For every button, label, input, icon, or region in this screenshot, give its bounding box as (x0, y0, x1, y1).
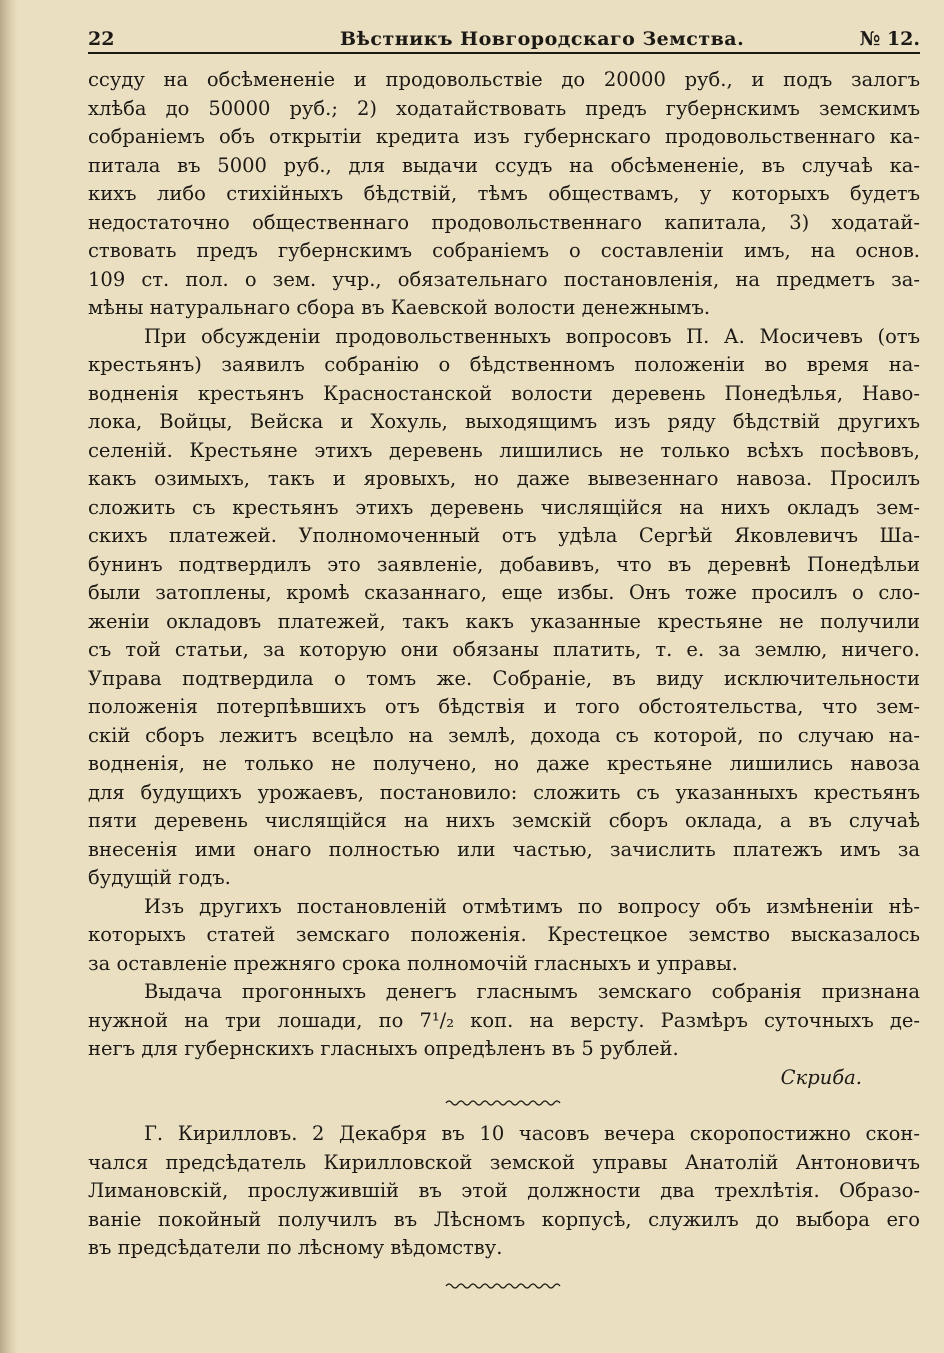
text-line: водненія, не только не получено, но даже крестьяне лишились навоза (88, 752, 920, 775)
text-line: въ предсѣдатели по лѣсному вѣдомству. (88, 1236, 503, 1259)
text-line: за оставленіе прежняго срока полномочій гласныхъ и управы. (88, 951, 738, 975)
text-line: При обсужденіи продовольственныхъ вопросовъ П. А. Мосичевъ (отъ (144, 324, 920, 348)
text-line: мѣны натуральнаго сбора въ Каевской волости денежнымъ. (88, 296, 711, 319)
text-line: хлѣба до 50000 руб.; 2) ходатайствовать предъ губернскимъ земскимъ (88, 96, 920, 120)
journal-page (88, 22, 920, 1291)
paragraph-group (88, 66, 920, 1064)
text-line: ваніе покойный получилъ въ Лѣсномъ корпусѣ, служилъ до выбора его (88, 1207, 920, 1231)
text-line: скій сборъ лежитъ всецѣло на землѣ, дохода съ которой, по случаю на- (88, 723, 920, 747)
text-line: кихъ либо стихійныхъ бѣдствій, тѣмъ обществамъ, у которыхъ будетъ (88, 182, 920, 205)
text-line: внесенія ими онаго полностью или частью, зачислить платежъ имъ за (88, 837, 920, 861)
text-line: лока, Войцы, Вейска и Хохуль, выходящимъ изъ ряду бѣдствій другихъ (88, 410, 920, 433)
text-line: 109 ст. пол. о зем. учр., обязательнаго постановленія, на предметъ за- (88, 267, 920, 291)
text-line: питала въ 5000 руб., для выдачи ссудъ на обсѣмененіе, въ случаѣ ка- (88, 153, 920, 177)
paragraph-p4 (88, 978, 920, 1064)
text-line: положенія потерпѣвшихъ отъ бѣдствія и того обстоятельства, что зем- (88, 695, 920, 718)
text-line: скихъ платежей. Уполномоченный отъ удѣла Сергѣй Яковлевичъ Ша- (88, 524, 920, 547)
text-line: будущій годъ. (88, 866, 231, 889)
text-line: Г. Кирилловъ. 2 Декабря въ 10 часовъ вечера скоропостижно скон- (144, 1122, 920, 1145)
text-line: негъ для губернскихъ гласныхъ опредѣленъ въ 5 рублей. (88, 1037, 679, 1060)
text-line: Лимановскій, прослужившій въ этой должности два трехлѣтія. Образо- (88, 1179, 920, 1202)
article-body (88, 66, 920, 1291)
text-line: ствовать предъ губернскимъ собраніемъ о составленіи имъ, на основ. (88, 239, 920, 262)
issue-number: № 12. (859, 28, 920, 50)
text-line: Выдача прогонныхъ денегъ гласнымъ земскаго собранія признана (144, 980, 920, 1003)
text-line: пяти деревень числящійся на нихъ земскій сборъ оклада, а въ случаѣ (88, 809, 920, 832)
text-line: были затоплены, кромѣ сказаннаго, еще избы. Онъ тоже просилъ о сло- (88, 581, 920, 604)
paragraph-p3 (88, 893, 920, 979)
text-line: съ той статьи, за которую они обязаны платить, т. е. за землю, ничего. (88, 638, 920, 661)
text-line: женіи окладовъ платежей, такъ какъ указанные крестьяне не получили (88, 609, 920, 633)
paragraph-kirillov-text (88, 1120, 920, 1263)
paragraph-p2 (88, 323, 920, 893)
text-line: для будущихъ урожаевъ, постановило: сложить съ указанныхъ крестьянъ (88, 780, 920, 804)
author-signature: Скриба. (780, 1065, 862, 1089)
paragraph-p1 (88, 66, 920, 323)
text-line: водненія крестьянъ Красностанской волости деревень Понедѣлья, Наво- (88, 381, 920, 405)
page-number: 22 (88, 28, 115, 50)
text-line: крестьянъ) заявилъ собранію о бѣдственномъ положеніи во время на- (88, 353, 920, 376)
text-line: Изъ другихъ постановленій отмѣтимъ по вопросу объ измѣненіи нѣ- (144, 894, 920, 918)
text-line: Управа подтвердила о томъ же. Собраніе, въ виду исключительности (88, 666, 920, 690)
journal-title: Вѣстникъ Новгородскаго Земства. (340, 28, 745, 50)
divider-ornament (444, 1098, 564, 1108)
running-header (88, 22, 920, 54)
paragraph-kirillov (88, 1120, 920, 1263)
text-line: недостаточно общественнаго продовольственнаго капитала, 3) ходатай- (88, 210, 920, 234)
text-line: селеній. Крестьяне этихъ деревень лишились не только всѣхъ посѣвовъ, (88, 438, 920, 462)
text-line: которыхъ статей земскаго положенія. Крестецкое земство высказалось (88, 923, 920, 946)
text-line: ссуду на обсѣмененіе и продовольствіе до 20000 руб., и подъ залогъ (88, 68, 920, 91)
text-line: собраніемъ объ открытіи кредита изъ губернскаго продовольственнаго ка- (88, 125, 920, 148)
text-line: сложить съ крестьянъ этихъ деревень числящійся на нихъ окладъ зем- (88, 495, 920, 519)
text-line: бунинъ подтвердилъ это заявленіе, добавивъ, что въ деревнѣ Понедѣльи (88, 552, 920, 576)
text-line: нужной на три лошади, по 7¹/₂ коп. на версту. Размѣръ суточныхъ де- (88, 1008, 920, 1032)
text-line: чался предсѣдатель Кирилловской земской управы Анатолій Антоновичъ (88, 1150, 920, 1174)
text-line: какъ озимыхъ, такъ и яровыхъ, но даже вывезеннаго навоза. Просилъ (88, 467, 920, 490)
page-edge-shadow (0, 0, 18, 1353)
end-ornament (444, 1281, 564, 1291)
